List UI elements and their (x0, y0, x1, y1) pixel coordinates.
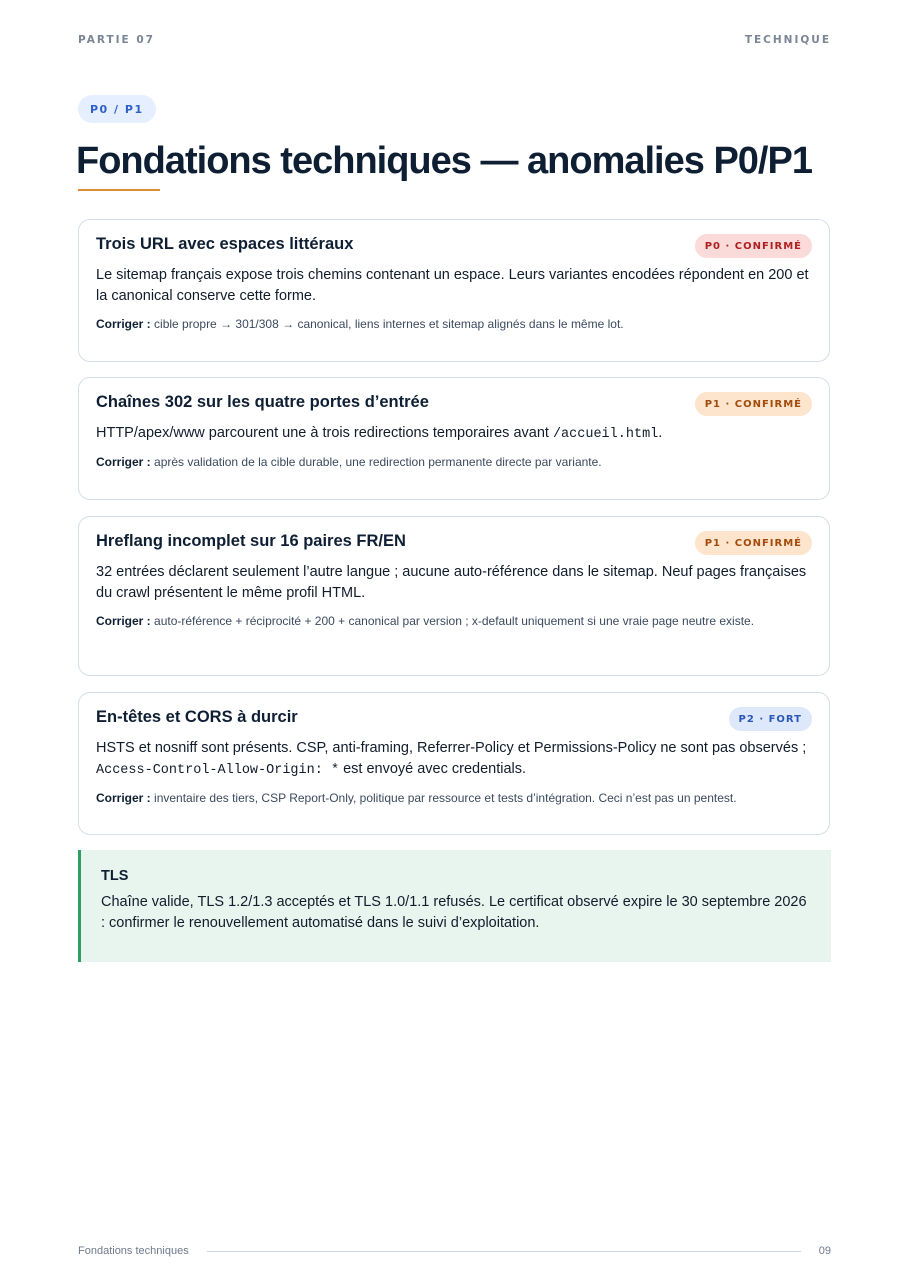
footer-rule (207, 1251, 801, 1252)
card-body-text-end: . (658, 425, 663, 441)
footer-label: Fondations techniques (78, 1245, 189, 1257)
card-title: Trois URL avec espaces littéraux (96, 235, 354, 253)
fix-label: Corriger : (96, 614, 151, 628)
card-body-code: /accueil.html (552, 427, 659, 442)
card-body-text: HTTP/apex/www parcourent une à trois redirections temporaires avant (96, 425, 553, 441)
fix-label: Corriger : (96, 791, 151, 805)
priority-tag: P0 / P1 (78, 95, 156, 123)
card-title: En-têtes et CORS à durcir (96, 708, 298, 726)
card-body: 32 entrées déclarent seulement l’autre langue ; aucune auto-référence dans le sitemap. Neuf pages françaises du crawl présentent le même profil HTML. (96, 564, 807, 601)
fix-note (96, 315, 812, 333)
page-number: 09 (818, 1245, 831, 1257)
fix-label: Corriger : (96, 317, 151, 331)
running-header (78, 34, 831, 46)
status-badge: P1 · CONFIRMÉ (695, 392, 812, 416)
tls-title: TLS (101, 868, 129, 884)
card-body-code: Access-Control-Allow-Origin: * (96, 763, 340, 778)
tls-callout (78, 850, 831, 962)
fix-text: inventaire des tiers, CSP Report-Only, politique par ressource et tests d’intégration. Ceci n’est pas un pentest. (154, 791, 737, 805)
status-badge: P0 · CONFIRMÉ (695, 234, 812, 258)
fix-label: Corriger : (96, 455, 151, 469)
page-footer (78, 1245, 831, 1257)
status-badge: P1 · CONFIRMÉ (695, 531, 812, 555)
issue-card-302-chains (78, 377, 830, 500)
fix-text: après validation de la cible durable, une redirection permanente directe par variante. (154, 455, 602, 469)
title-underline (78, 189, 160, 191)
tls-body: Chaîne valide, TLS 1.2/1.3 acceptés et TLS 1.0/1.1 refusés. Le certificat observé expire le 30 septembre 2026 : confirmer le renouvellement automatisé dans le suivi d’exploitation. (101, 894, 807, 931)
card-body (96, 738, 812, 781)
card-body-text: HSTS et nosniff sont présents. CSP, anti-framing, Referrer-Policy et Permissions-Policy ne sont pas observés ; (96, 740, 807, 756)
section-label: TECHNIQUE (744, 34, 831, 46)
fix-note (96, 612, 812, 630)
fix-note (96, 453, 812, 471)
card-body: Le sitemap français expose trois chemins contenant un espace. Leurs variantes encodées répondent en 200 et la canonical conserve cette forme. (96, 267, 809, 304)
issue-card-hreflang (78, 516, 830, 676)
fix-text: auto-référence + réciprocité + 200 + canonical par version ; x-default uniquement si une vraie page neutre existe. (154, 614, 755, 628)
page-title: Fondations techniques — anomalies P0/P1 (76, 140, 812, 182)
issue-card-headers-cors (78, 692, 830, 835)
card-body-text-end: est envoyé avec credentials. (339, 761, 527, 777)
card-title: Hreflang incomplet sur 16 paires FR/EN (96, 532, 406, 550)
card-body (96, 423, 812, 445)
issue-card-url-spaces (78, 219, 830, 362)
fix-text: cible propre → 301/308 → canonical, liens internes et sitemap alignés dans le même lot. (154, 317, 624, 331)
part-label: PARTIE 07 (78, 34, 155, 46)
card-title: Chaînes 302 sur les quatre portes d’entrée (96, 393, 429, 411)
status-badge: P2 · FORT (729, 707, 812, 731)
fix-note (96, 789, 812, 807)
